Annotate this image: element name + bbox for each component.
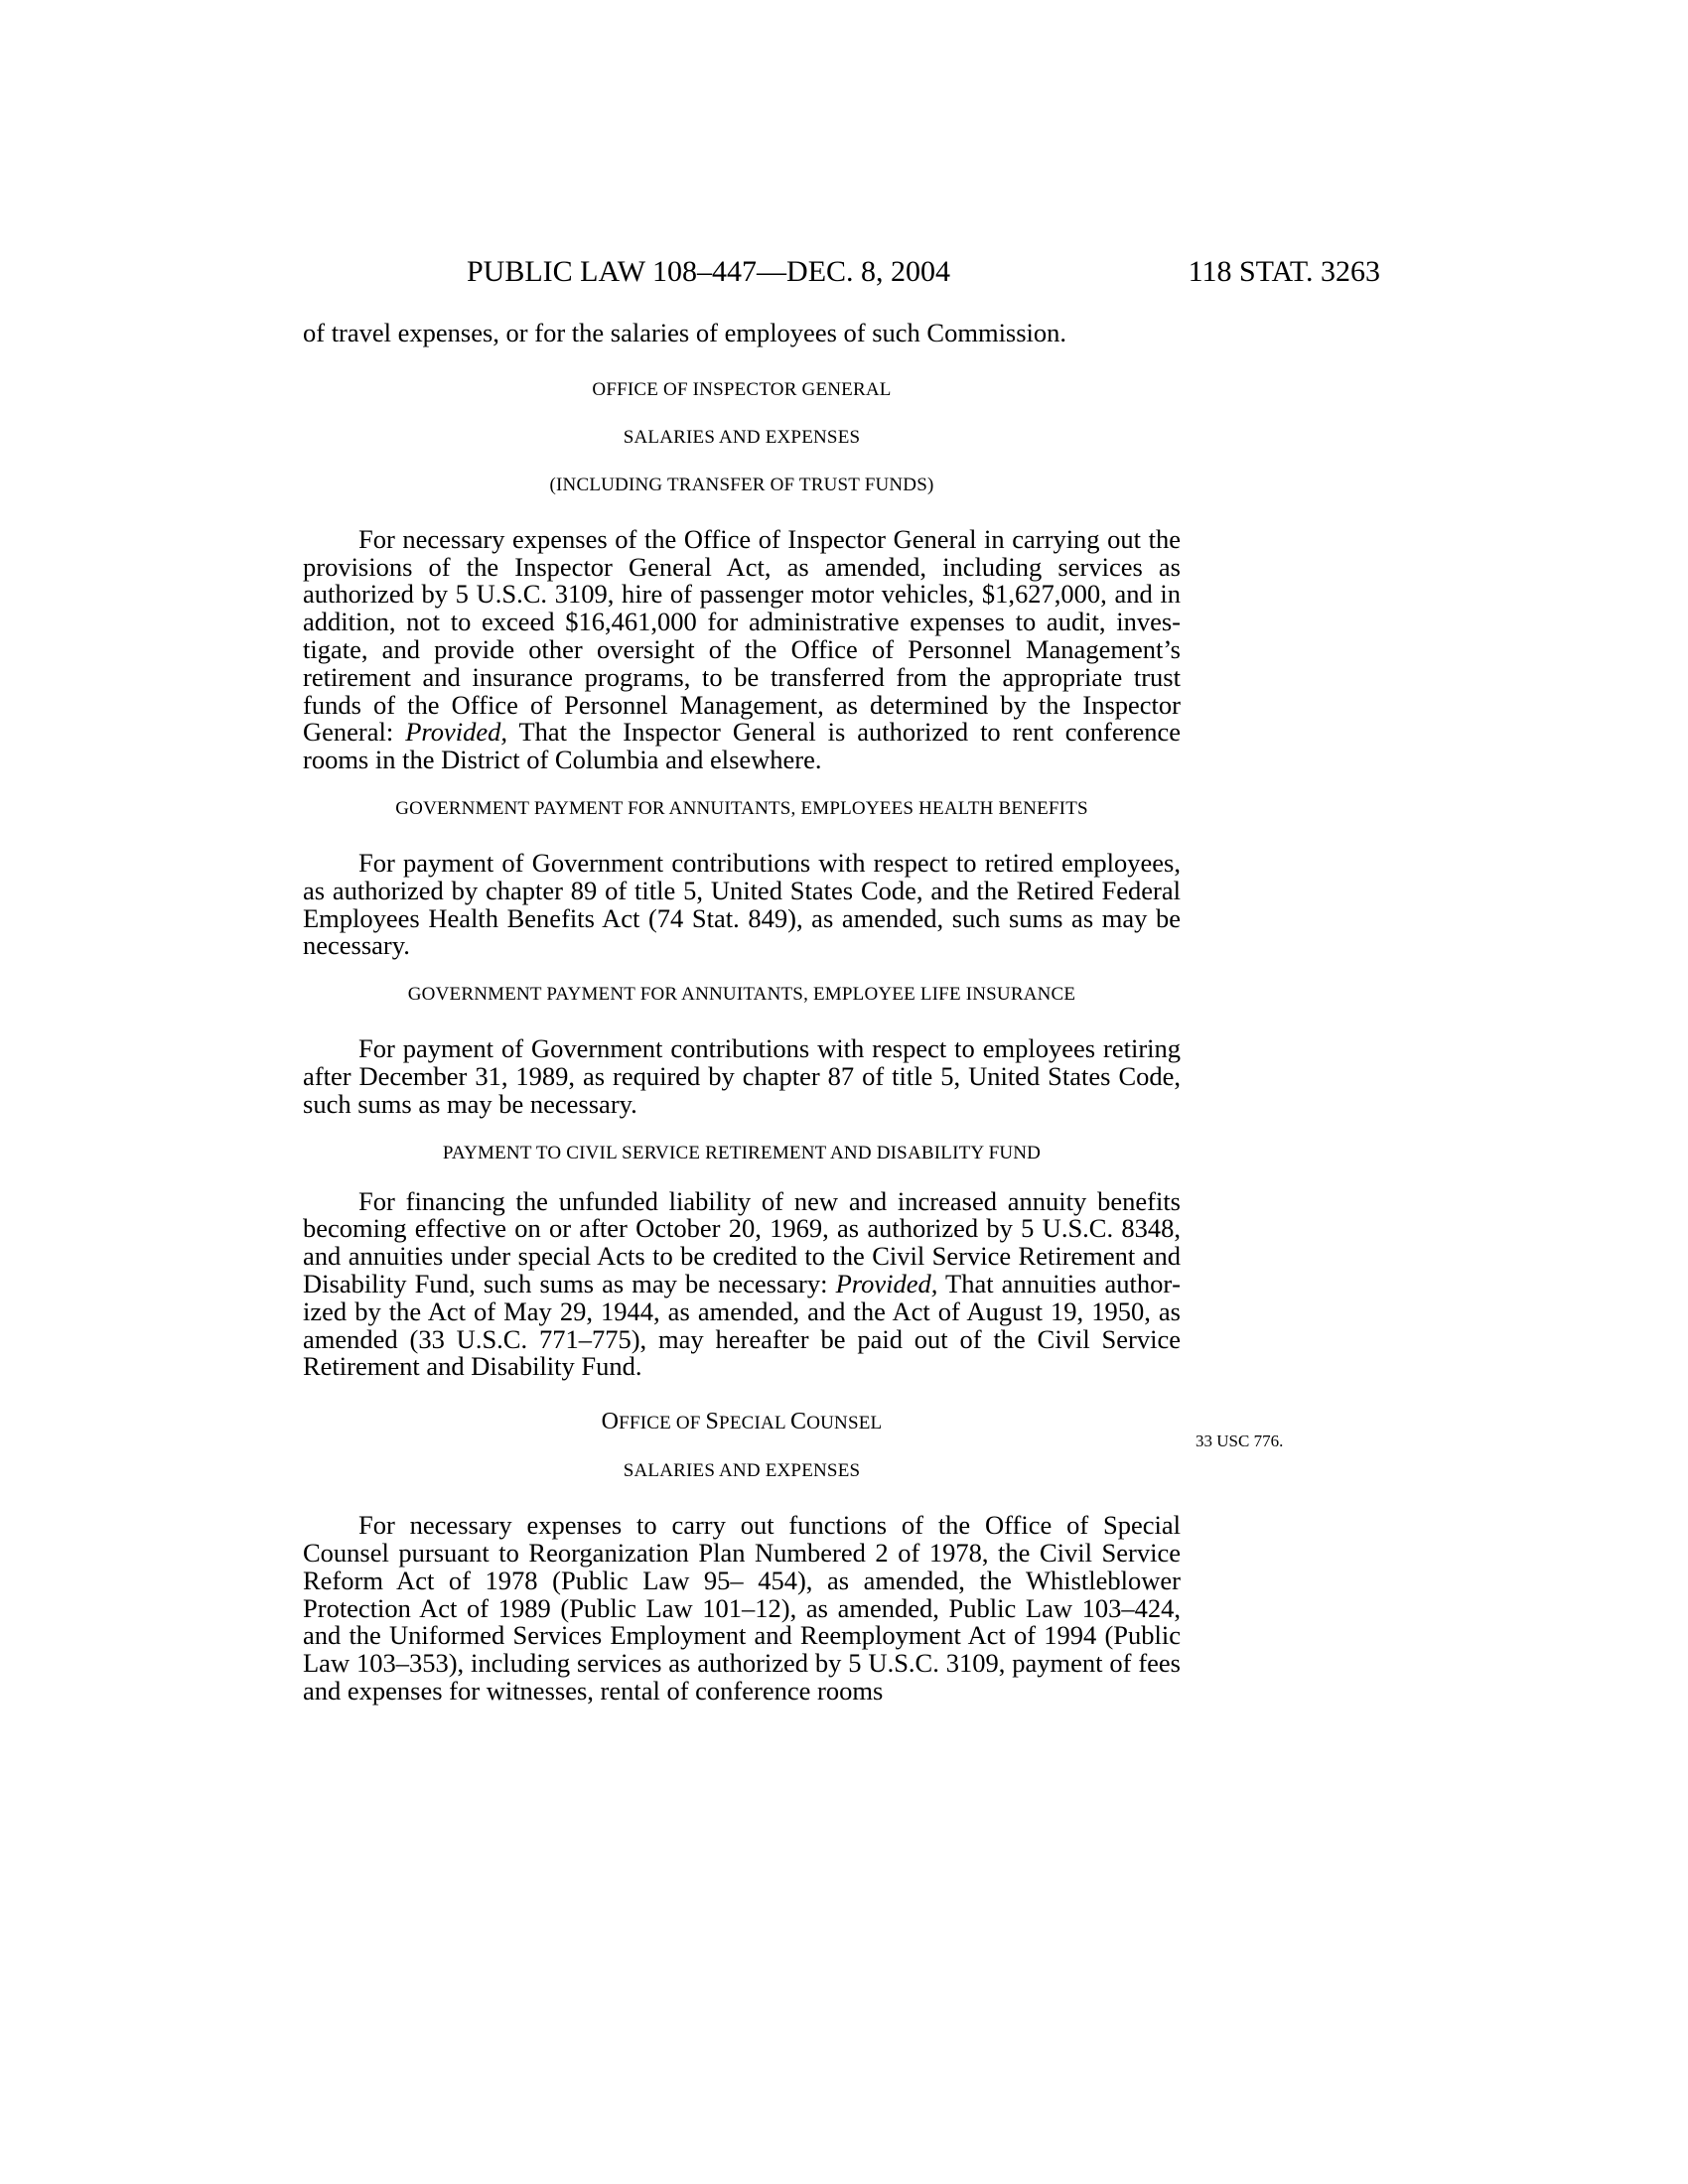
margin-note-usc-citation: 33 USC 776. (1196, 1432, 1284, 1450)
retirement-fund-paragraph (303, 1185, 1181, 1382)
heading-civil-service-retirement-fund: PAYMENT TO CIVIL SERVICE RETIREMENT AND DISABILITY FUND (442, 1142, 1042, 1163)
retirement-fund-paragraph-text: For financing the unfunded liability of new and increased annuity benefits becoming effective on or after October 20, 1969, as authorized by 5 U.S.C. 8348, and annuities under special Acts to be credited to the Civil Service Retirement and Disability Fund, such sums as may be necessary: (303, 1185, 1181, 1298)
heading-osc-salaries-and-expenses: SALARIES AND EXPENSES (623, 1460, 861, 1482)
running-head (298, 250, 1380, 294)
retirement-fund-provided-italic: Provided, (835, 1268, 938, 1298)
body-column (303, 320, 1181, 1706)
life-insurance-paragraph: For payment of Government contributions with respect to employees retiring after December 31, 1989, as required by chapter 87 of title 5, United States Code, such sums as may be necessary. (303, 1033, 1181, 1119)
heading-employees-health-benefits: GOVERNMENT PAYMENT FOR ANNUITANTS, EMPLOYEES HEALTH BENEFITS (395, 797, 1088, 819)
intro-paragraph: of travel expenses, or for the salaries of employees of such Commission. (303, 318, 1067, 347)
heading-office-of-special-counsel: OFFICE OF SPECIAL COUNSEL (601, 1409, 883, 1435)
health-benefits-paragraph: For payment of Government contributions with respect to retired employees, as authorized by chapter 89 of title 5, United States Code, and the Retired Federal Employees Health Benefits Act (74 Stat. 849), as amended, such sums as may be necessary. (303, 847, 1181, 961)
heading-employee-life-insurance: GOVERNMENT PAYMENT FOR ANNUITANTS, EMPLOYEE LIFE INSURANCE (407, 984, 1076, 1006)
heading-oig-transfer-of-trust-funds: (INCLUDING TRANSFER OF TRUST FUNDS) (549, 474, 934, 495)
oig-paragraph-text-rest: That the Inspector General is authorized to rent conference rooms in the District of Columbia and elsewhere. (303, 717, 1181, 775)
running-head-title: PUBLIC LAW 108–447—DEC. 8, 2004 (467, 255, 951, 288)
special-counsel-paragraph: For necessary expenses to carry out functions of the Office of Special Counsel pursuant to Reorganization Plan Numbered 2 of 1978, the Civil Service Reform Act of 1978 (Public Law 95– 454), as amended, the Whistleblower Protection Act of 1989 (Public Law 101–12), as amended, Public Law 103–424, and the Uniformed Services Employment and Reemployment Act of 1994 (Public Law 103–353), including services as authorized by 5 U.S.C. 3109, payment of fees and expenses for witnesses, rental of conference rooms (303, 1510, 1181, 1706)
statute-page-number: 118 STAT. 3263 (1188, 255, 1380, 288)
oig-paragraph (303, 523, 1181, 775)
oig-paragraph-text: For necessary expenses of the Office of Inspector General in carrying out the provisions of the Inspector General Act, as amended, including services as authorized by 5 U.S.C. 3109, hire of passenger motor vehicles, $1,627,000, and in addition, not to exceed $16,461,000 for administrative expenses to audit, investigate, and provide other oversight of the Office of Personnel Management’s retirement and insurance programs, to be transferred from the appropriate trust funds of the Office of Personnel Management, as determined by the Inspector General: (303, 523, 1181, 748)
heading-office-of-inspector-general: OFFICE OF INSPECTOR GENERAL (592, 378, 892, 400)
retirement-fund-paragraph-text-rest: That annuities authorized by the Act of May 29, 1944, as amended, and the Act of August 19, 1950, as amended (33 U.S.C. 771–775), may hereafter be paid out of the Civil Service Retirement and Disability Fund. (303, 1268, 1181, 1382)
oig-provided-italic: Provided, (405, 717, 507, 748)
heading-oig-salaries-and-expenses: SALARIES AND EXPENSES (623, 426, 861, 448)
